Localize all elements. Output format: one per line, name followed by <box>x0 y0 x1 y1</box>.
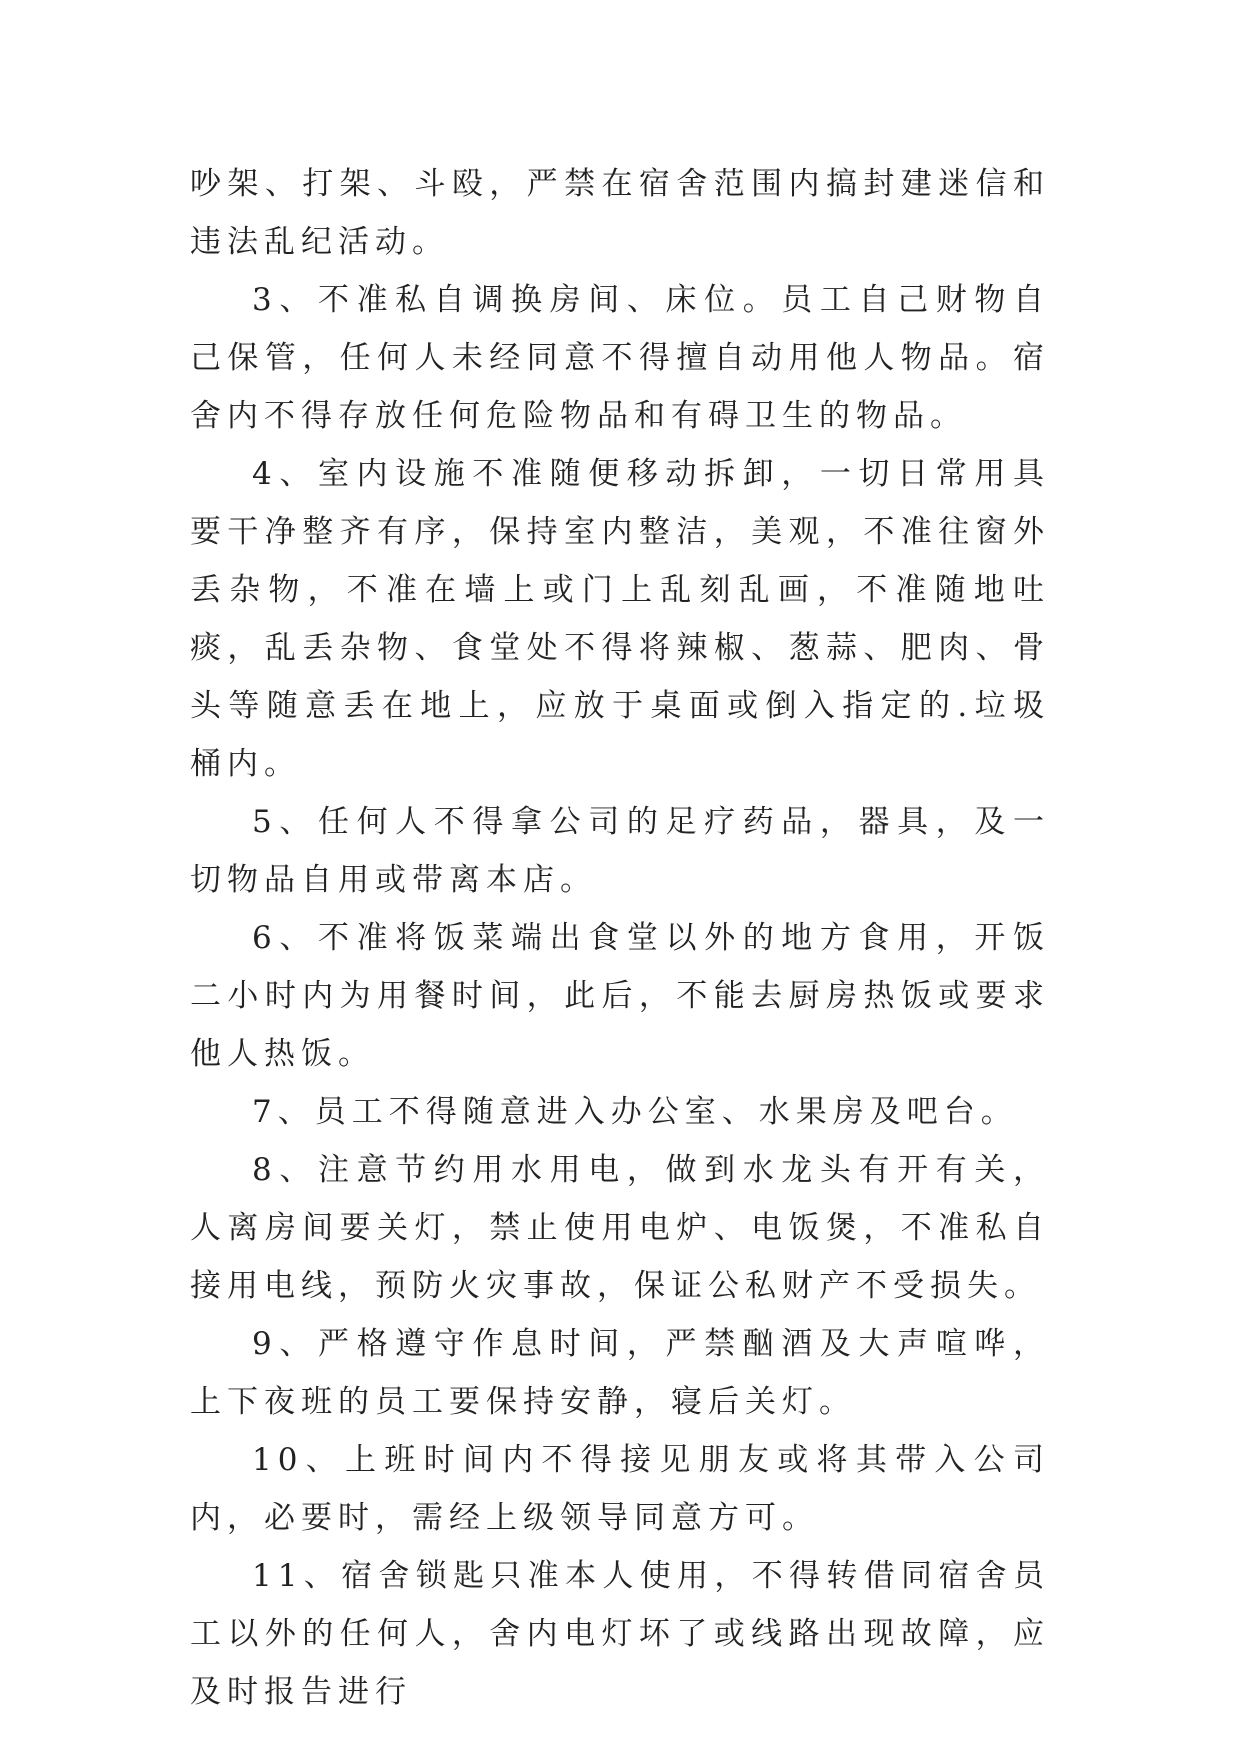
paragraph-continuation: 吵架、打架、斗殴，严禁在宿舍范围内搞封建迷信和违法乱纪活动。 <box>190 166 1050 260</box>
document-body <box>190 155 1050 1721</box>
paragraph-rule-11: 11、宿舍锁匙只准本人使用，不得转借同宿舍员工以外的任何人，舍内电灯坏了或线路出现故障，应及时报告进行 <box>190 1558 1050 1710</box>
paragraph-rule-3: 3、不准私自调换房间、床位。员工自己财物自己保管，任何人未经同意不得擅自动用他人物品。宿舍内不得存放任何危险物品和有碍卫生的物品。 <box>190 282 1050 434</box>
paragraph-rule-8: 8、注意节约用水用电，做到水龙头有开有关，人离房间要关灯，禁止使用电炉、电饭煲，不准私自接用电线，预防火灾事故，保证公私财产不受损失。 <box>190 1152 1050 1304</box>
paragraph-rule-9: 9、严格遵守作息时间，严禁酗酒及大声喧哗，上下夜班的员工要保持安静，寝后关灯。 <box>190 1326 1050 1420</box>
paragraph-rule-10: 10、上班时间内不得接见朋友或将其带入公司内，必要时，需经上级领导同意方可。 <box>190 1442 1050 1536</box>
paragraph-rule-7: 7、员工不得随意进入办公室、水果房及吧台。 <box>252 1094 1018 1130</box>
paragraph-rule-4: 4、室内设施不准随便移动拆卸，一切日常用具要干净整齐有序，保持室内整洁，美观，不准往窗外丢杂物，不准在墙上或门上乱刻乱画，不准随地吐痰，乱丢杂物、食堂处不得将辣椒、葱蒜、肥肉、骨头等随意丢在地上，应放于桌面或倒入指定的.垃圾桶内。 <box>190 456 1050 782</box>
paragraph-rule-6: 6、不准将饭菜端出食堂以外的地方食用，开饭二小时内为用餐时间，此后，不能去厨房热饭或要求他人热饭。 <box>190 920 1050 1072</box>
paragraph-rule-5: 5、任何人不得拿公司的足疗药品，器具，及一切物品自用或带离本店。 <box>190 804 1050 898</box>
